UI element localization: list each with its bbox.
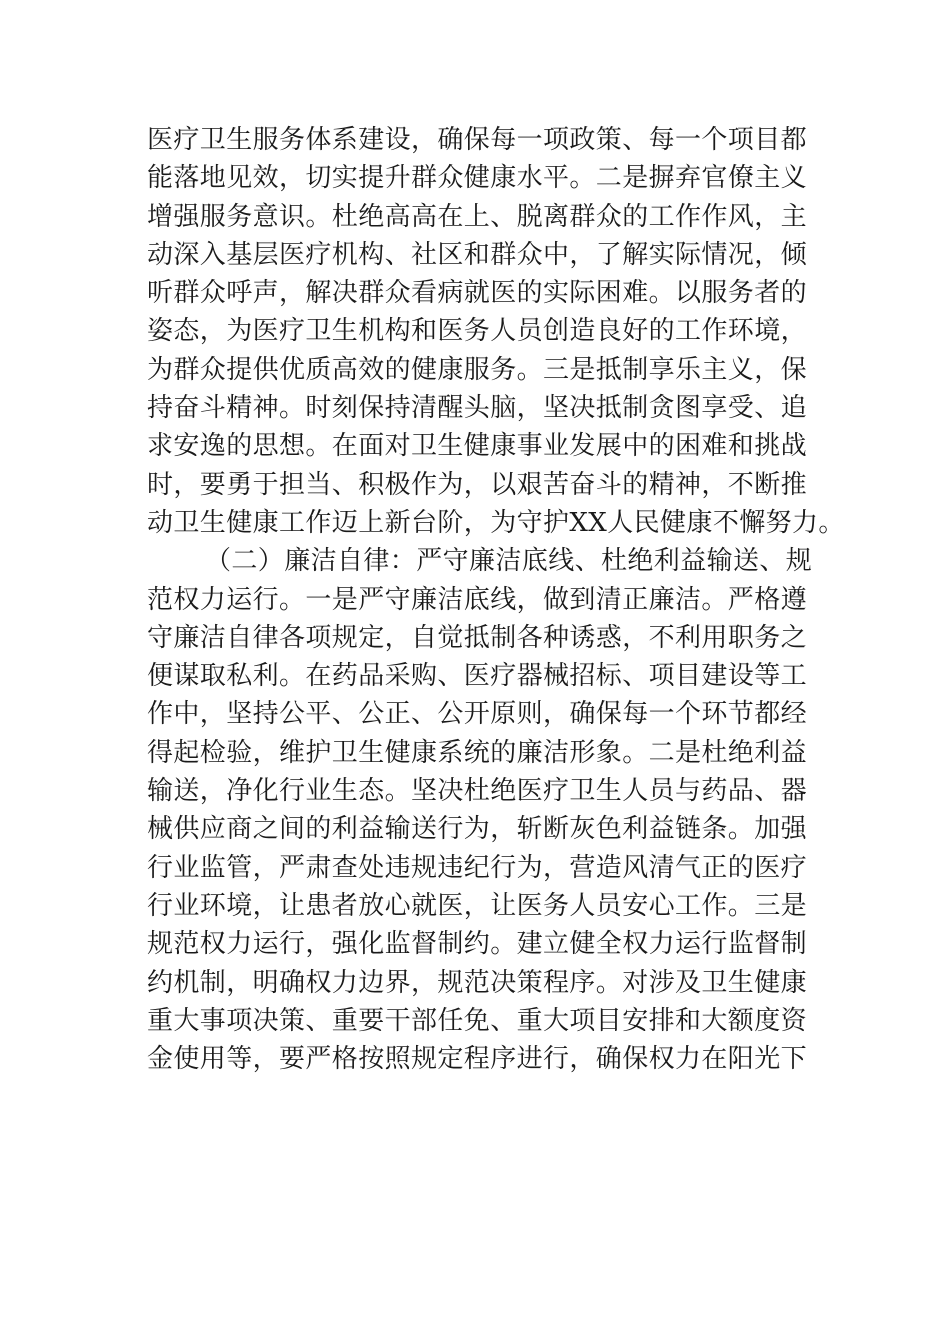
text-line: 姿态，为医疗卫生机构和医务人员创造良好的工作环境， — [147, 316, 808, 347]
text-line: 械供应商之间的利益输送行为，斩断灰色利益链条。加强 — [147, 814, 808, 845]
text-line: 动深入基层医疗机构、社区和群众中，了解实际情况，倾 — [147, 239, 808, 270]
text-line: 守廉洁自律各项规定，自觉抵制各种诱惑，不利用职务之 — [147, 622, 808, 653]
text-line: 作中，坚持公平、公正、公开原则，确保每一个环节都经 — [147, 699, 808, 730]
text-line: 动卫生健康工作迈上新台阶，为守护XX人民健康不懈努力。 — [147, 507, 845, 538]
text-line: 为群众提供优质高效的健康服务。三是抵制享乐主义，保 — [147, 354, 808, 385]
text-line: 求安逸的思想。在面对卫生健康事业发展中的困难和挑战 — [147, 431, 808, 462]
text-line: 行业环境，让患者放心就医，让医务人员安心工作。三是 — [147, 890, 808, 921]
text-line: 便谋取私利。在药品采购、医疗器械招标、项目建设等工 — [147, 661, 808, 692]
text-line: 得起检验，维护卫生健康系统的廉洁形象。二是杜绝利益 — [147, 737, 808, 768]
text-line: 行业监管，严肃查处违规违纪行为，营造风清气正的医疗 — [147, 852, 808, 883]
text-line: 约机制，明确权力边界，规范决策程序。对涉及卫生健康 — [147, 967, 808, 998]
text-line: 输送，净化行业生态。坚决杜绝医疗卫生人员与药品、器 — [147, 776, 808, 807]
text-line: 持奋斗精神。时刻保持清醒头脑，坚决抵制贪图享受、追 — [147, 393, 808, 424]
body-text — [147, 121, 845, 1078]
text-line: 重大事项决策、重要干部任免、重大项目安排和大额度资 — [147, 1005, 808, 1036]
text-line: 范权力运行。一是严守廉洁底线，做到清正廉洁。严格遵 — [147, 584, 808, 615]
text-line: 时，要勇于担当、积极作为，以艰苦奋斗的精神，不断推 — [147, 469, 808, 500]
text-line: 增强服务意识。杜绝高高在上、脱离群众的工作作风，主 — [147, 201, 808, 232]
text-line: 能落地见效，切实提升群众健康水平。二是摒弃官僚主义 — [147, 163, 808, 194]
text-line: 金使用等，要严格按照规定程序进行，确保权力在阳光下 — [147, 1044, 808, 1075]
section-heading-line: （二）廉洁自律：严守廉洁底线、杜绝利益输送、规 — [205, 546, 813, 577]
text-line: 医疗卫生服务体系建设，确保每一项政策、每一个项目都 — [147, 125, 808, 155]
text-line: 听群众呼声，解决群众看病就医的实际困难。以服务者的 — [147, 278, 808, 309]
text-line: 规范权力运行，强化监督制约。建立健全权力运行监督制 — [147, 929, 808, 960]
